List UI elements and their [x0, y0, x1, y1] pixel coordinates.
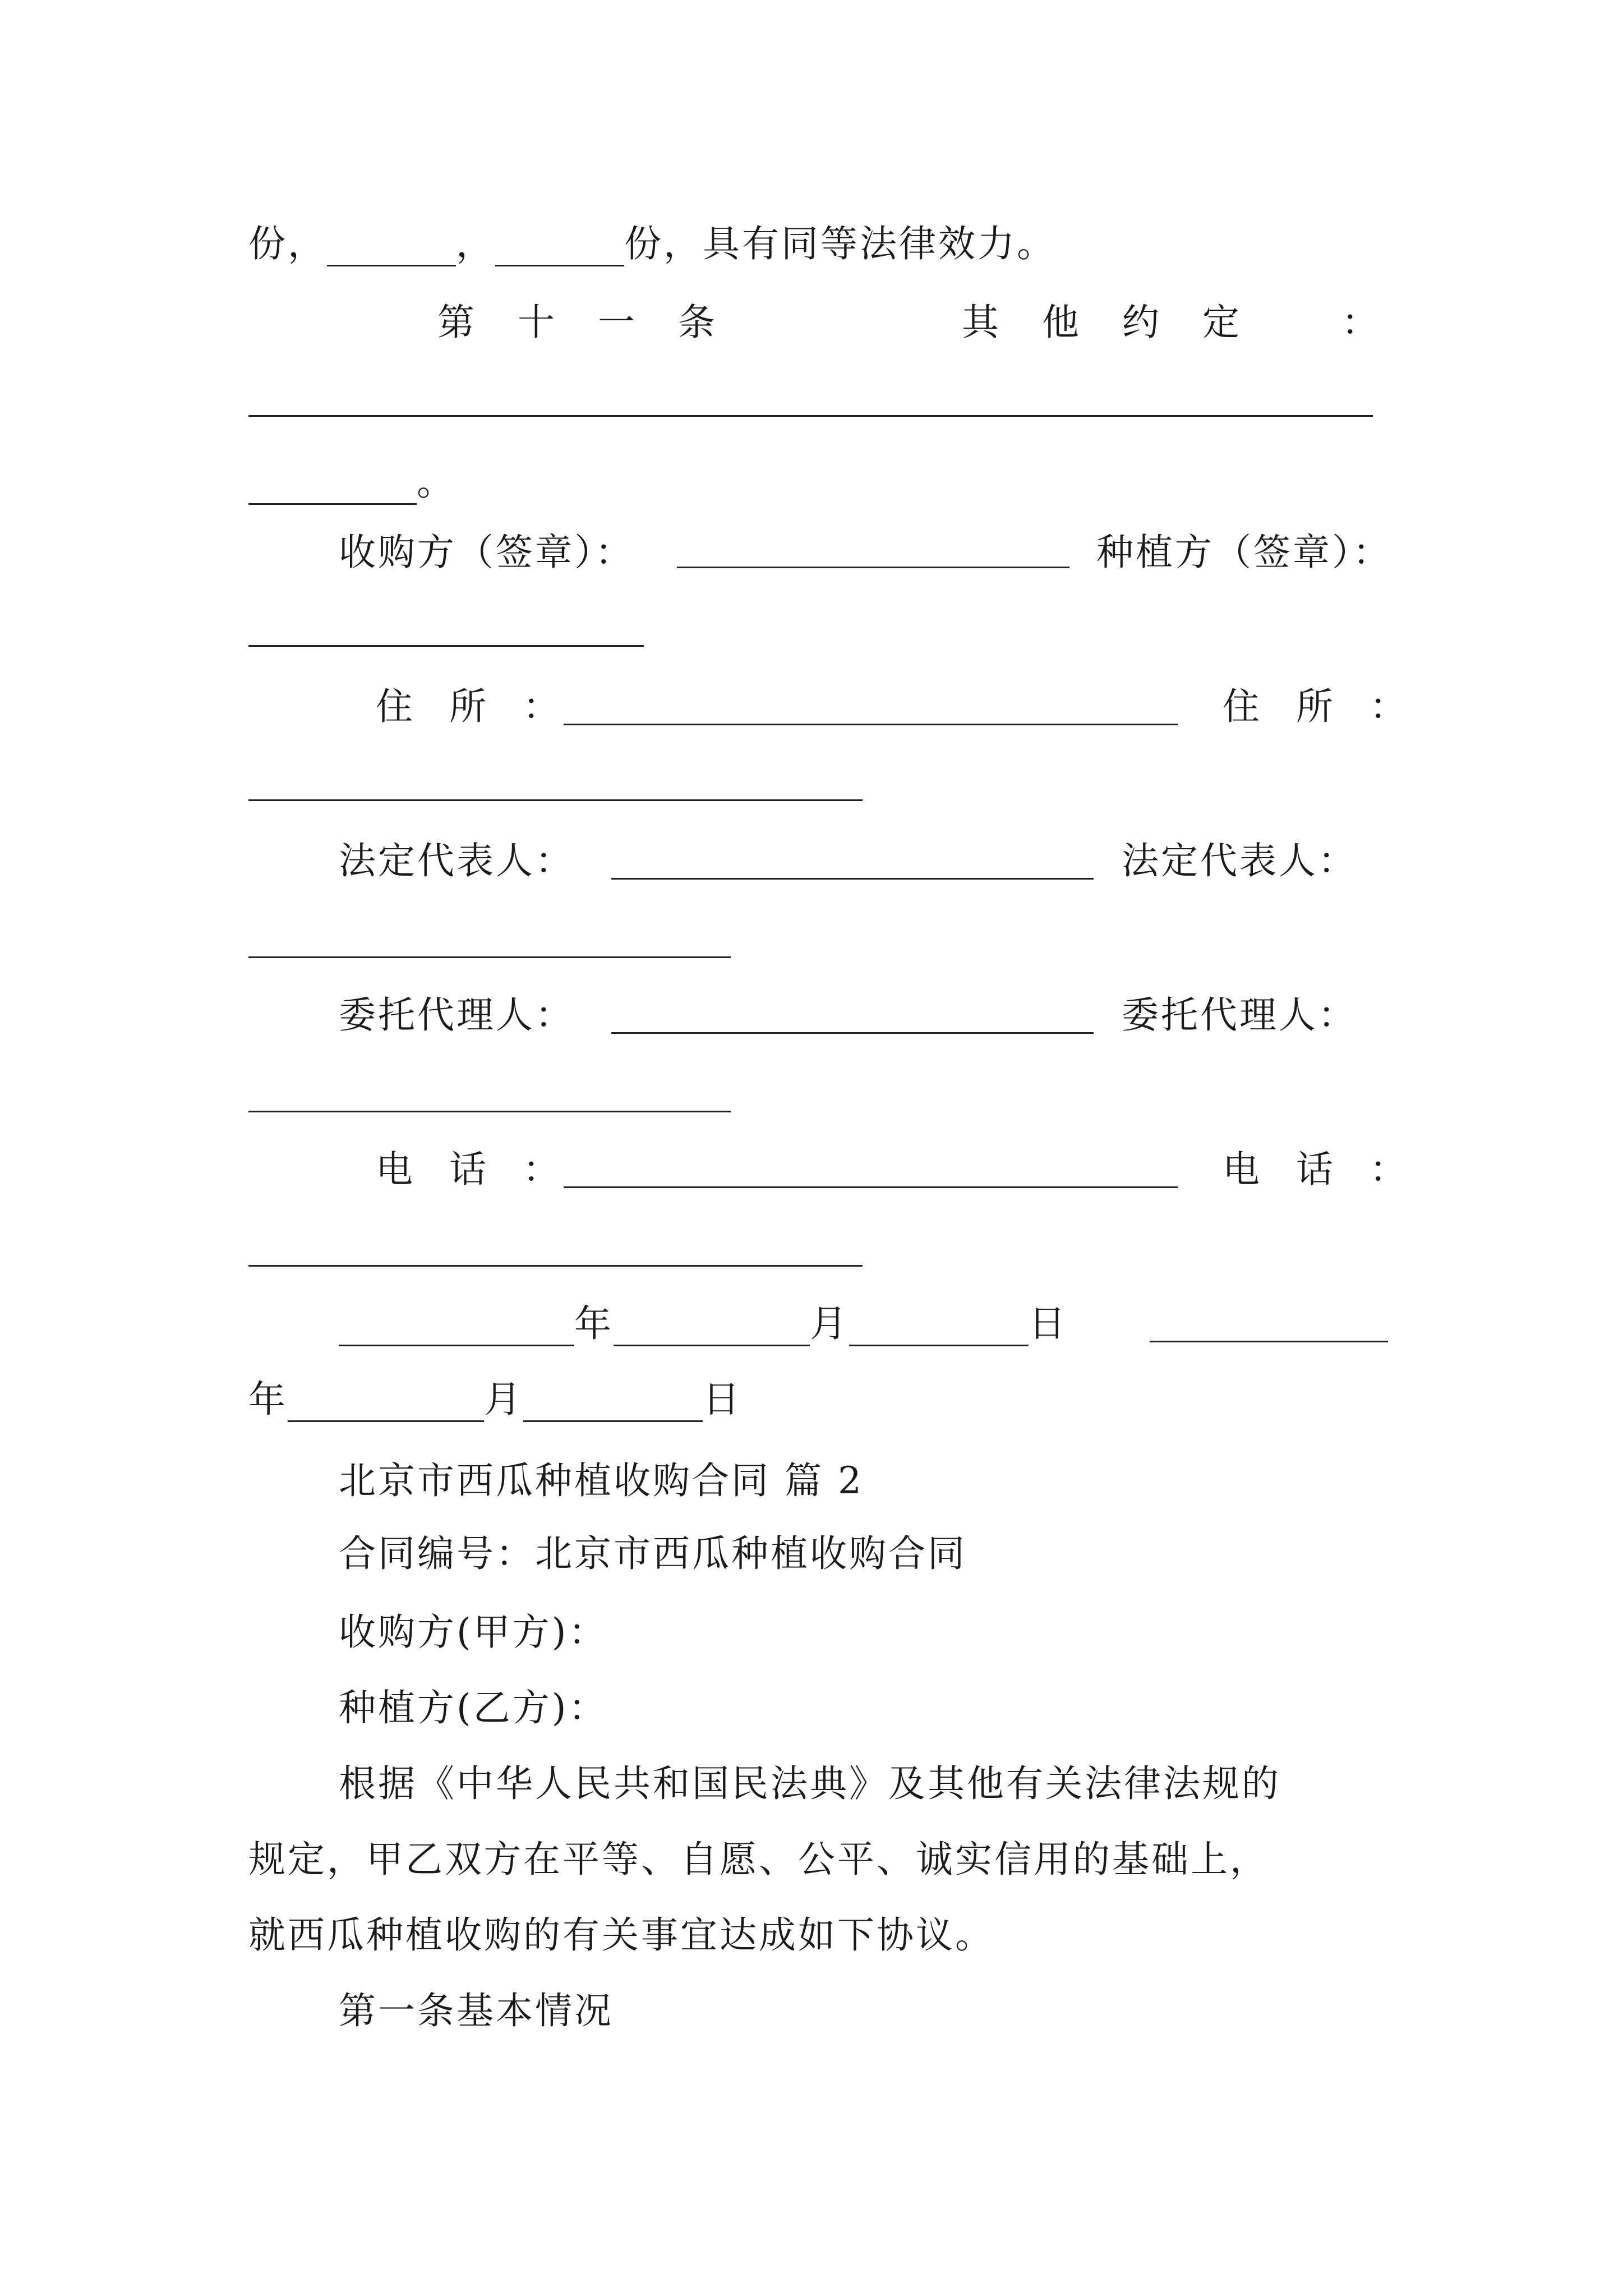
address-right-blank[interactable]: [248, 799, 863, 801]
party-b: 种植方(乙方)：: [339, 1686, 608, 1729]
copies-blank-1[interactable]: [327, 232, 456, 266]
date-right-year-blank[interactable]: [1150, 1341, 1388, 1342]
agent-right-label: 委托代理人：: [1122, 993, 1357, 1037]
grower-sign-blank[interactable]: [248, 645, 644, 647]
agent-left-blank[interactable]: [611, 1032, 1094, 1034]
date-right-year-label: 年: [248, 1378, 288, 1421]
preamble-line-3: 就西瓜种植收购的有关事宜达成如下协议。: [248, 1913, 994, 1957]
article-11-label: 第 十 一 条: [437, 301, 731, 344]
legal-rep-right-label: 法定代表人：: [1122, 839, 1357, 882]
address-right-label: 住 所 ：: [1223, 685, 1419, 728]
legal-rep-right-blank[interactable]: [248, 956, 731, 958]
date-left-day-label: 日: [1029, 1302, 1068, 1345]
copies-blank-2[interactable]: [495, 232, 624, 266]
other-terms-blank-tail[interactable]: [248, 471, 417, 505]
grower-sign-label: 种植方（签章）：: [1096, 531, 1392, 574]
agent-left-label: 委托代理人：: [339, 993, 574, 1037]
legal-rep-left-blank[interactable]: [611, 878, 1094, 880]
phone-left-label: 电 话 ：: [376, 1148, 572, 1191]
section2-title: 北京市西瓜种植收购合同 篇 2: [339, 1459, 864, 1502]
address-left-label: 住 所 ：: [376, 685, 572, 728]
phone-right-label: 电 话 ：: [1223, 1148, 1419, 1191]
party-a: 收购方(甲方)：: [339, 1611, 608, 1654]
other-terms-end-line: [248, 460, 456, 505]
buyer-sign-label: 收购方（签章）：: [339, 531, 634, 574]
date-left-month-blank[interactable]: [614, 1312, 810, 1346]
address-left-blank[interactable]: [564, 724, 1178, 725]
date-left-year-label: 年: [574, 1302, 614, 1345]
article-1-heading: 第一条基本情况: [339, 1989, 614, 2032]
date-line-right: [248, 1377, 742, 1422]
copies-comma: ，: [456, 222, 495, 265]
preamble-line-2: 规定，甲乙双方在平等、自愿、公平、诚实信用的基础上，: [248, 1838, 1269, 1881]
article-11-colon: ：: [1341, 301, 1378, 344]
copies-line: [248, 222, 1056, 266]
date-line-left: [339, 1301, 1068, 1346]
date-right-month-blank[interactable]: [288, 1388, 484, 1422]
buyer-sign-blank[interactable]: [677, 567, 1069, 568]
date-right-month-label: 月: [484, 1378, 523, 1421]
phone-left-blank[interactable]: [564, 1186, 1178, 1188]
other-terms-blank-line[interactable]: [248, 415, 1373, 417]
date-right-day-label: 日: [703, 1378, 742, 1421]
legal-rep-left-label: 法定代表人：: [339, 839, 574, 882]
date-left-day-blank[interactable]: [849, 1312, 1029, 1346]
preamble-line-1: 根据《中华人民共和国民法典》及其他有关法律法规的: [339, 1762, 1281, 1805]
phone-right-blank[interactable]: [248, 1265, 863, 1267]
copies-prefix: 份，: [248, 222, 327, 265]
date-left-year-blank[interactable]: [339, 1312, 574, 1346]
copies-suffix: 份，具有同等法律效力。: [624, 222, 1056, 265]
article-11-title: 其 他 约 定: [962, 301, 1255, 344]
contract-number: 合同编号：北京市西瓜种植收购合同: [339, 1532, 967, 1575]
agent-right-blank[interactable]: [248, 1111, 731, 1112]
date-left-month-label: 月: [810, 1302, 849, 1345]
date-right-day-blank[interactable]: [523, 1388, 703, 1422]
other-terms-period: 。: [417, 461, 456, 504]
